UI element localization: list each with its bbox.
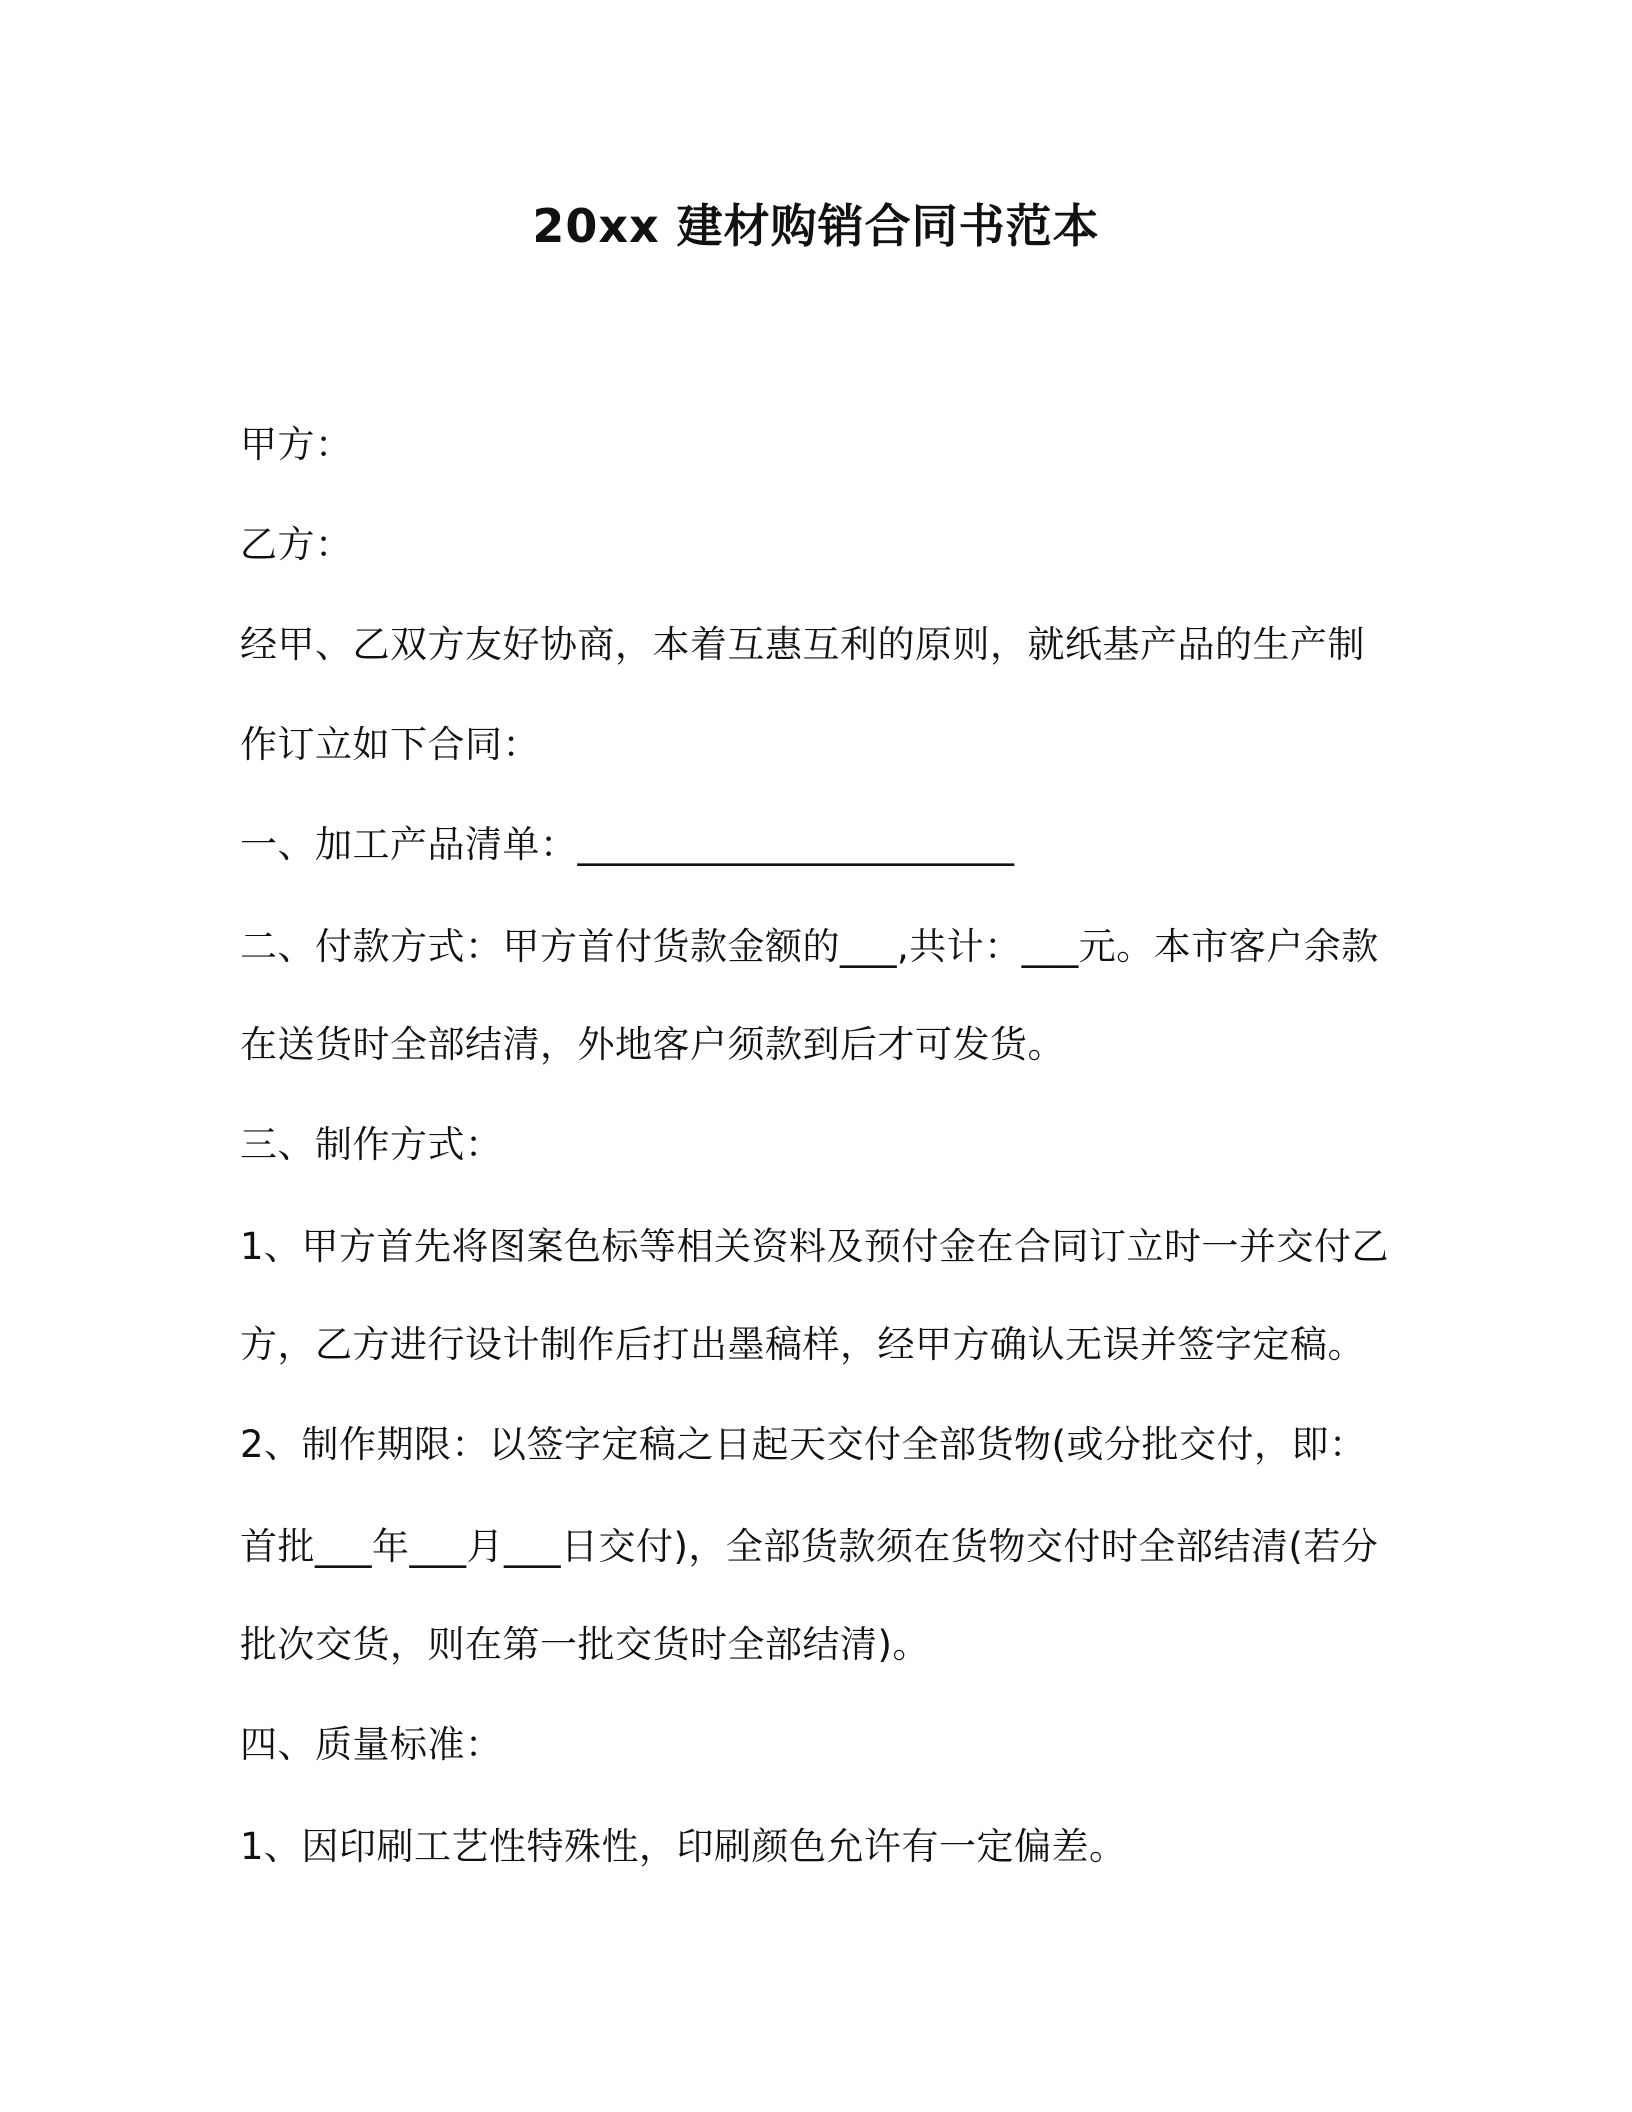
clause-heading-2: 二、付款方式：甲方首付货款金额的___,共计：___元。本市客户余款	[240, 925, 1379, 968]
paragraph-line: 在送货时全部结清，外地客户须款到后才可发货。	[240, 1023, 1065, 1066]
party-a-line: 甲方：	[240, 423, 353, 466]
party-b-line: 乙方：	[240, 523, 353, 566]
paragraph-line: 经甲、乙双方友好协商，本着互惠互利的原则，就纸基产品的生产制	[240, 623, 1365, 666]
paragraph-line: 1、甲方首先将图案色标等相关资料及预付金在合同订立时一并交付乙	[240, 1225, 1390, 1268]
paragraph-line: 首批___年___月___日交付)，全部货款须在货物交付时全部结清(若分	[240, 1525, 1379, 1568]
paragraph-line: 方，乙方进行设计制作后打出墨稿样，经甲方确认无误并签字定稿。	[240, 1323, 1365, 1366]
clause-heading-4: 四、质量标准：	[240, 1723, 503, 1766]
clause-heading-1: 一、加工产品清单：_______________________	[240, 823, 1015, 866]
paragraph-line: 作订立如下合同：	[240, 723, 540, 766]
paragraph-line: 1、因印刷工艺性特殊性，印刷颜色允许有一定偏差。	[240, 1825, 1127, 1868]
paragraph-line: 2、制作期限：以签字定稿之日起天交付全部货物(或分批交付，即：	[240, 1423, 1367, 1466]
paragraph-line: 批次交货，则在第一批交货时全部结清)。	[240, 1623, 930, 1666]
clause-heading-3: 三、制作方式：	[240, 1123, 503, 1166]
document-title: 20xx 建材购销合同书范本	[532, 199, 1100, 253]
